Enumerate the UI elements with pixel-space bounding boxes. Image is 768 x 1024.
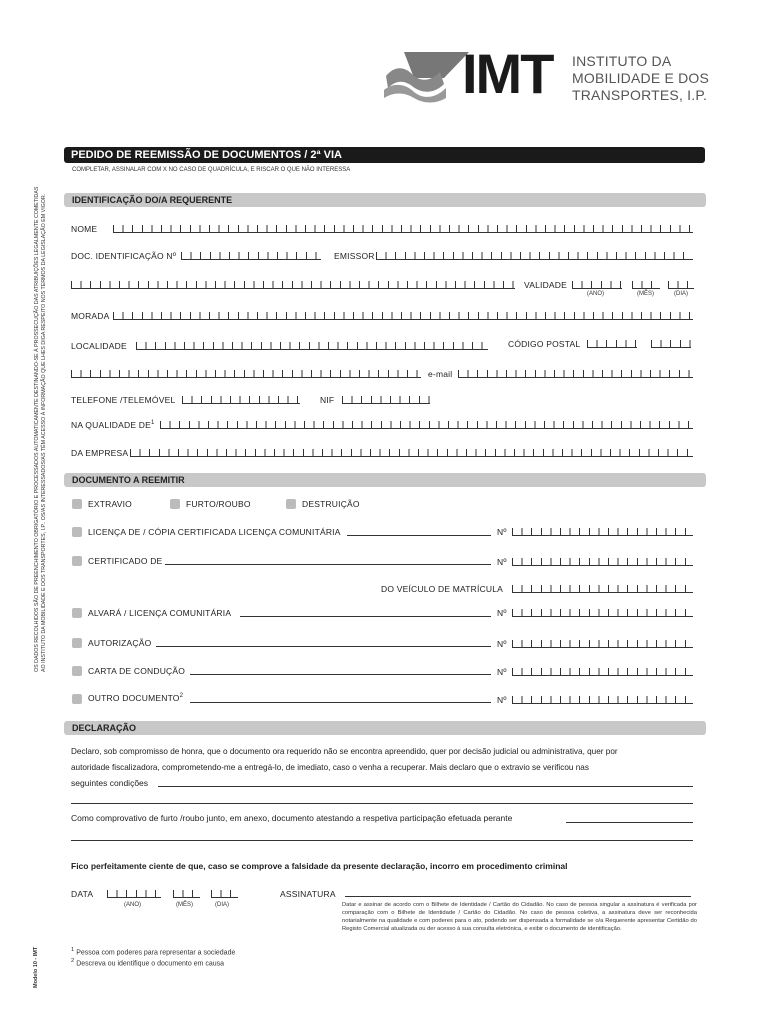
licenca-numero-field[interactable] — [512, 528, 693, 536]
doc-id-field[interactable] — [181, 252, 321, 260]
localidade-extra-field[interactable] — [71, 370, 421, 378]
nif-field[interactable] — [342, 396, 430, 404]
licenca-label: LICENÇA DE / CÓPIA CERTIFICADA LICENÇA COMUNITÁRIA — [88, 527, 341, 537]
outro-label — [88, 693, 183, 703]
furto-proof-line[interactable] — [566, 822, 693, 823]
declaration-line-2: autoridade fiscalizadora, comprometendo-me a entregá-lo, de imediato, caso o venha a recuperar. Mais declaro que o extravio se verificou nas — [71, 763, 589, 772]
validade-ano-caption: (ANO) — [587, 291, 604, 297]
carta-type-line[interactable] — [190, 674, 491, 675]
autorizacao-label: AUTORIZAÇÃO — [88, 638, 152, 648]
alvara-label: ALVARÁ / LICENÇA COMUNITÁRIA — [88, 608, 232, 618]
validade-mes-field[interactable] — [632, 281, 660, 289]
alvara-numero-label: Nº — [497, 608, 507, 618]
carta-checkbox[interactable] — [72, 666, 82, 676]
localidade-field[interactable] — [136, 342, 488, 350]
declaration-line-3: seguintes condições — [71, 778, 149, 788]
carta-numero-label: Nº — [497, 667, 507, 677]
footnote-1 — [71, 947, 235, 956]
matricula-field[interactable] — [512, 585, 693, 593]
footnote-1-text: Pessoa com poderes para representar a sociedade — [76, 949, 236, 957]
qualidade-label — [71, 420, 155, 430]
emissor-field[interactable] — [376, 252, 693, 260]
signature-note: Datar e assinar de acordo com o Bilhete de Identidade / Cartão do Cidadão. No caso de pessoa singular a assinatura é verificada por comparação com o Bilhete de Identidade / Cartão do Cidadão. No caso de pessoa coletiva, a assinatura deve ser reconhecida notarialmente na qualidade e com poderes para o ato, podendo ser dispensada a formalidade se o/a Requerente apresentar Certidão do Registo Comercial atualizada ou der acesso à sua consulta eletrónica, e exibir o documento de identificação. — [342, 902, 697, 932]
logo-line-2: MOBILIDADE E DOS — [572, 70, 710, 86]
alvara-type-line[interactable] — [240, 616, 491, 617]
extravio-label: EXTRAVIO — [88, 499, 132, 509]
autorizacao-numero-label: Nº — [497, 639, 507, 649]
carta-label: CARTA DE CONDUÇÃO — [88, 666, 186, 676]
form-title: PEDIDO DE REEMISSÃO DE DOCUMENTOS / 2ª VIA — [64, 147, 705, 163]
qualidade-text: NA QUALIDADE DE — [71, 420, 151, 430]
autorizacao-checkbox[interactable] — [72, 638, 82, 648]
furto-checkbox[interactable] — [170, 499, 180, 509]
data-label: DATA — [71, 889, 94, 899]
validade-mes-caption: (MÊS) — [637, 291, 654, 297]
side-legal-note-2: AO INSTITUTO DA MOBILIDADE E DOS TRANSPORTES, I.P.. OS/AS INTERESSADOS/AS TÊM ACESSO À INFORMAÇÃO QUE LHES DIGA RESPEITO NOS TERMOS DA LEGISLAÇÃO EM VIGOR. — [41, 193, 47, 672]
furto-proof-line-2[interactable] — [71, 840, 693, 841]
footnote-2-text: Descreva ou identifique o documento em causa — [76, 960, 225, 968]
footnote-ref-1: 1 — [151, 420, 155, 427]
model-reference: Modelo 10 - IMT — [33, 946, 39, 988]
conditions-line-1[interactable] — [158, 786, 693, 787]
outro-text: OUTRO DOCUMENTO — [88, 693, 180, 703]
assinatura-label: ASSINATURA — [280, 889, 336, 899]
footnote-2 — [71, 958, 224, 967]
alvara-numero-field[interactable] — [512, 609, 693, 617]
data-ano-caption: (ANO) — [124, 902, 141, 908]
email-field[interactable] — [458, 370, 693, 378]
alvara-checkbox[interactable] — [72, 608, 82, 618]
autorizacao-type-line[interactable] — [156, 646, 491, 647]
logo-line-1: INSTITUTO DA — [572, 53, 672, 69]
empresa-field[interactable] — [130, 449, 693, 457]
autorizacao-numero-field[interactable] — [512, 640, 693, 648]
imt-logo-graphic — [384, 48, 474, 103]
outro-checkbox[interactable] — [72, 694, 82, 704]
validade-ano-field[interactable] — [572, 281, 622, 289]
licenca-type-line[interactable] — [347, 535, 491, 536]
assinatura-line[interactable] — [345, 896, 691, 897]
email-label: e-mail — [428, 369, 453, 379]
declaration-line-1: Declaro, sob compromisso de honra, que o documento ora requerido não se encontra apreendido, quer por decisão judicial ou administrativa, quer por — [71, 747, 618, 756]
destruicao-checkbox[interactable] — [286, 499, 296, 509]
morada-label: MORADA — [71, 311, 110, 321]
logo-line-3: TRANSPORTES, I.P. — [572, 87, 708, 103]
footnote-ref-2: 2 — [179, 693, 184, 700]
nome-field[interactable] — [113, 225, 693, 233]
data-mes-field[interactable] — [173, 890, 200, 898]
licenca-checkbox[interactable] — [72, 527, 82, 537]
doc-id-label: DOC. IDENTIFICAÇÃO Nº — [71, 251, 177, 261]
section-requester: IDENTIFICAÇÃO DO/A REQUERENTE — [64, 193, 706, 207]
outro-numero-field[interactable] — [512, 696, 693, 704]
data-dia-caption: (DIA) — [215, 902, 229, 908]
furto-proof-text: Como comprovativo de furto /roubo junto, em anexo, documento atestando a respetiva participação efetuada perante — [71, 813, 513, 823]
veiculo-label: DO VEÍCULO DE MATRÍCULA — [381, 584, 504, 594]
empresa-label: DA EMPRESA — [71, 448, 129, 458]
certificado-checkbox[interactable] — [72, 556, 82, 566]
outro-type-line[interactable] — [190, 702, 491, 703]
furto-label: FURTO/ROUBO — [186, 499, 251, 509]
localidade-label: LOCALIDADE — [71, 341, 127, 351]
outro-numero-label: Nº — [497, 695, 507, 705]
section-declaration: DECLARAÇÃO — [64, 721, 706, 735]
codigo-postal-label: CÓDIGO POSTAL — [508, 339, 581, 349]
form-instructions: COMPLETAR, ASSINALAR COM X NO CASO DE QUADRÍCULA, E RISCAR O QUE NÃO INTERESSA — [72, 167, 351, 173]
morada-field[interactable] — [113, 312, 693, 320]
data-ano-field[interactable] — [107, 890, 161, 898]
section-document: DOCUMENTO A REEMITIR — [64, 473, 706, 487]
conditions-line-2[interactable] — [71, 803, 693, 804]
certificado-numero-field[interactable] — [512, 558, 693, 566]
data-dia-field[interactable] — [211, 890, 238, 898]
codigo-postal-field-2[interactable] — [651, 340, 691, 348]
telefone-field[interactable] — [182, 396, 300, 404]
nif-label: NIF — [320, 395, 335, 405]
telefone-label: TELEFONE /TELEMÓVEL — [71, 395, 176, 405]
validade-label: VALIDADE — [524, 280, 568, 290]
criminal-awareness: Fico perfeitamente ciente de que, caso se comprove a falsidade da presente declaração, incorro em procedimento criminal — [71, 861, 568, 871]
certificado-numero-label: Nº — [497, 557, 507, 567]
carta-numero-field[interactable] — [512, 668, 693, 676]
side-legal-note-1: OS DADOS RECOLHIDOS SÃO DE PREENCHIMENTO OBRIGATÓRIO E PROCESSADOS AUTOMATICAMENTE DESTINANDO-SE À PROSSECUÇÃO DAS ATRIBUIÇÕES LEGALMENTE COMETIDAS — [34, 186, 40, 672]
certificado-type-line[interactable] — [165, 564, 491, 565]
emissor-label: EMISSOR — [334, 251, 375, 261]
certificado-label: CERTIFICADO DE — [88, 556, 163, 566]
doc-id-extra-field[interactable] — [71, 281, 515, 289]
qualidade-field[interactable] — [160, 421, 693, 429]
extravio-checkbox[interactable] — [72, 499, 82, 509]
destruicao-label: DESTRUIÇÃO — [302, 499, 360, 509]
licenca-numero-label: Nº — [497, 527, 507, 537]
codigo-postal-field-1[interactable] — [587, 340, 637, 348]
data-mes-caption: (MÊS) — [176, 902, 193, 908]
footnote-1-number: 1 — [71, 947, 75, 953]
nome-label: NOME — [71, 224, 98, 234]
imt-logo-mark: IMT — [462, 42, 553, 105]
validade-dia-field[interactable] — [668, 281, 694, 289]
validade-dia-caption: (DIA) — [674, 291, 688, 297]
footnote-2-number: 2 — [71, 958, 75, 964]
